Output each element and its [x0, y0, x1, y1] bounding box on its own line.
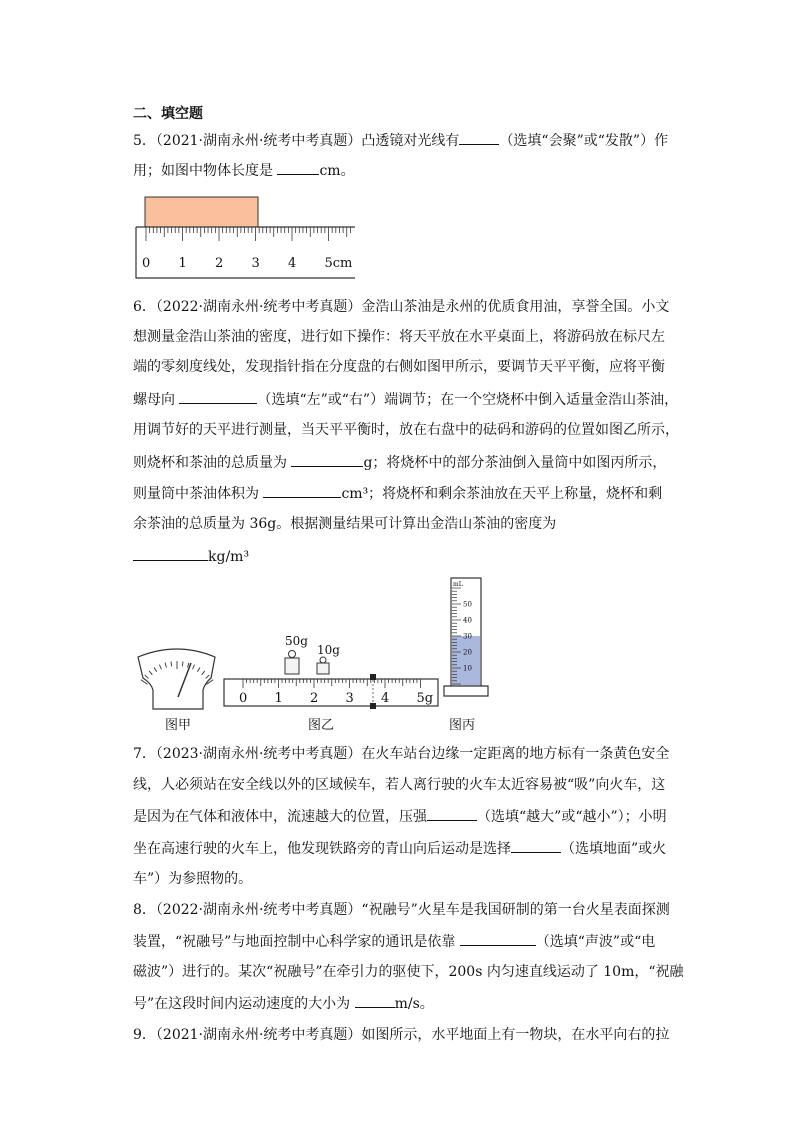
- beam-tick-label: 2: [310, 691, 319, 706]
- q6-blank4[interactable]: [133, 546, 208, 561]
- q7-line2: 线，人必须站在安全线以外的区域候车，若人离行驶的火车太近容易被“吸”向火车，这: [133, 777, 666, 793]
- q5-line2: 用；如图中物体长度是 cm。: [133, 160, 355, 181]
- weights-and-scale-figure: [220, 648, 442, 710]
- weight-50g-label: 50g: [285, 634, 308, 648]
- q6-blank2[interactable]: [291, 452, 363, 467]
- cylinder-tick-label: 10: [463, 664, 472, 673]
- cylinder-tick-label: 30: [463, 632, 472, 641]
- section-title: 二、填空题: [133, 106, 203, 122]
- beam-tick-label: 3: [345, 691, 354, 706]
- q6-blank1[interactable]: [179, 389, 257, 404]
- figure-yi-label: 图乙: [308, 718, 335, 733]
- beam-tick-label: 0: [239, 691, 248, 706]
- beam-scale: [224, 679, 438, 706]
- ruler-figure: [130, 190, 360, 280]
- cylinder-tick-label: 20: [463, 648, 472, 657]
- cylinder-tick-label: 40: [463, 616, 472, 625]
- q5-line1: 5．（2021·湖南永州·统考中考真题）凸透镜对光线有 （选填“会聚”或“发散”）作: [133, 130, 668, 151]
- q7-blank1[interactable]: [427, 806, 477, 821]
- dial-plate: [138, 649, 215, 709]
- q6-line1: 6．（2022·湖南永州·统考中考真题）金浩山茶油是永州的优质食用油，享誉全国。小文: [133, 299, 670, 315]
- q7-line1: 7．（2023·湖南永州·统考中考真题）在火车站台边缘一定距离的地方标有一条黄色安全: [133, 746, 670, 762]
- rider-bottom: [370, 703, 376, 709]
- q6-line7: 则量筒中茶油体积为 cm³；将烧杯和剩余茶油放在天平上称量，烧杯和剩: [133, 483, 662, 504]
- q5-blank2[interactable]: [277, 160, 319, 175]
- cylinder-unit-label: mL: [453, 581, 463, 588]
- ruler-tick-label: 5cm: [324, 256, 353, 271]
- weight-50g: [285, 658, 299, 674]
- weight-50g-hook: [289, 651, 296, 658]
- q8-blank1[interactable]: [460, 931, 536, 946]
- beam-tick-label: 1: [274, 691, 283, 706]
- ruler-tick-label: 0: [142, 256, 151, 271]
- ruler-outline: [136, 227, 355, 278]
- rider-top: [370, 674, 376, 680]
- q6-line2: 想测量金浩山茶油的密度，进行如下操作：将天平放在水平桌面上，将游码放在标尺左: [133, 329, 665, 345]
- figure-jia-label: 图甲: [165, 718, 192, 733]
- beam-tick-label: 4: [381, 691, 390, 706]
- q8-line1: 8．（2022·湖南永州·统考中考真题）“祝融号”火星车是我国研制的第一台火星表面探测: [133, 902, 670, 918]
- q8-line2: 装置，“祝融号”与地面控制中心科学家的通讯是依靠 （选填“声波”或“电: [133, 931, 655, 952]
- q6-line6: 则烧杯和茶油的总质量为 g；将烧杯中的部分茶油倒入量筒中如图丙所示，: [133, 452, 666, 473]
- ruler-tick-label: 1: [178, 256, 187, 271]
- cylinder-tick-label: 50: [463, 600, 472, 609]
- q6-blank3[interactable]: [263, 483, 341, 498]
- q6-line9: kg/m³: [133, 546, 249, 567]
- ruler-tick-label: 4: [288, 256, 297, 271]
- beam-tick-label: 5g: [416, 691, 434, 706]
- ruler-tick-label: 2: [215, 256, 224, 271]
- q9-line1: 9．（2021·湖南永州·统考中考真题）如图所示，水平地面上有一物块，在水平向右的拉: [133, 1027, 670, 1043]
- q6-line5: 用调节好的天平进行测量，当天平平衡时，放在右盘中的砝码和游码的位置如图乙所示，: [133, 422, 679, 438]
- ruler-tick-label: 3: [251, 256, 260, 271]
- q6-line3: 端的零刻度线处，发现指针指在分度盘的右侧如图甲所示，要调节天平平衡，应将平衡: [133, 359, 665, 375]
- q7-line4: 坐在高速行驶的火车上，他发现铁路旁的青山向后运动是选择 （选填地面”或火: [133, 838, 666, 859]
- q7-line3: 是因为在气体和液体中，流速越大的位置，压强 （选填“越大”或“越小”）；小明: [133, 806, 667, 827]
- q6-line4: 螺母向 （选填“左”或“右”）端调节；在一个空烧杯中倒入适量金浩山茶油，: [133, 389, 678, 410]
- q7-line5: 车”）为参照物的。: [133, 871, 253, 887]
- measured-object: [145, 197, 258, 227]
- weight-10g: [317, 663, 329, 674]
- q7-blank2[interactable]: [511, 838, 561, 853]
- q8-blank2[interactable]: [355, 993, 395, 1008]
- figure-bing-label: 图丙: [449, 718, 476, 733]
- q8-line4: 号”在这段时间内运动速度的大小为 m/s。: [133, 993, 434, 1014]
- cylinder-base: [444, 686, 488, 696]
- q6-line8: 余茶油的总质量为 36g。根据测量结果可计算出金浩山茶油的密度为: [133, 516, 557, 532]
- weight-10g-hook: [320, 657, 326, 663]
- graduated-cylinder-figure: [442, 576, 492, 712]
- balance-pointer-figure: [135, 645, 220, 711]
- q5-blank1[interactable]: [459, 130, 499, 145]
- weight-10g-label: 10g: [317, 643, 340, 657]
- q8-line3: 磁波”）进行的。某次“祝融号”在牵引力的驱使下，200s 内匀速直线运动了 10m，“祝融: [133, 964, 684, 980]
